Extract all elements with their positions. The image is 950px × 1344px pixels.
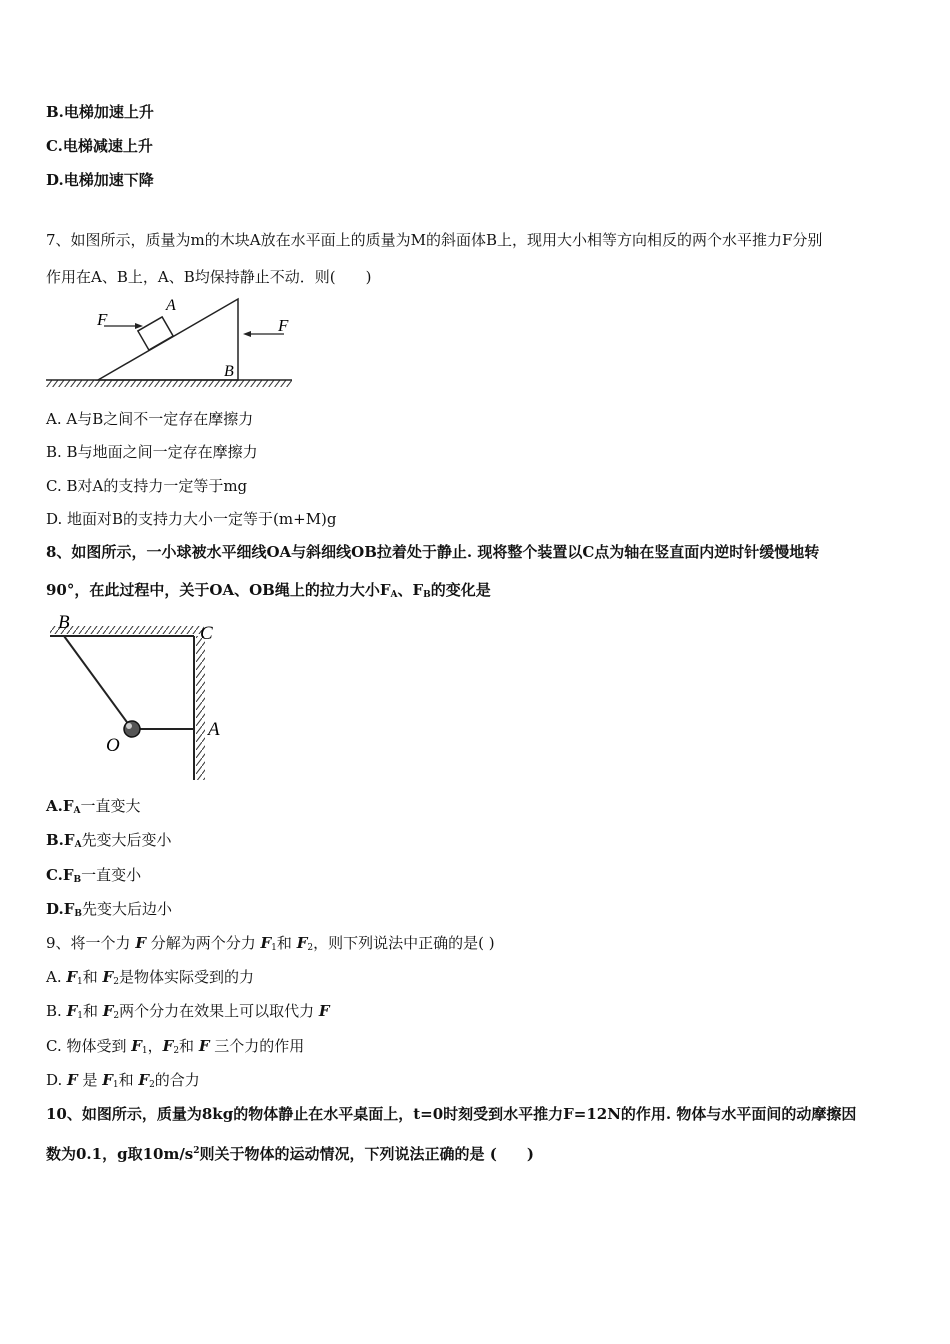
q7-option-d: D. 地面对B的支持力大小一定等于(m+M)g xyxy=(46,510,337,528)
q9-stem-f1: F xyxy=(260,934,272,952)
q9-b-3: 两个分力在效果上可以取代力 xyxy=(119,1002,319,1020)
label-b: B xyxy=(224,363,234,380)
q9-stem xyxy=(46,933,495,958)
q9-d-f1: F xyxy=(102,1071,113,1089)
q8-option-d xyxy=(46,899,172,924)
block-a xyxy=(138,317,173,350)
q9-a-3: 是物体实际受到的力 xyxy=(118,968,254,986)
q8-sub-a: A xyxy=(390,590,398,600)
ceiling-hatch xyxy=(50,626,204,634)
q9-d-3: 和 xyxy=(118,1071,139,1089)
label-b: B xyxy=(58,612,70,633)
q9-c-f: F xyxy=(198,1037,210,1055)
q9-b-1: B. xyxy=(46,1002,67,1020)
q8-stem-line2 xyxy=(46,580,491,605)
q9-b-2: 和 xyxy=(82,1002,103,1020)
q9-b-sub2: 2 xyxy=(113,1011,120,1021)
q9-d-f2: F xyxy=(138,1071,150,1089)
q9-c-4: 三个力的作用 xyxy=(209,1037,305,1055)
q9-c-2: ， xyxy=(147,1037,163,1055)
q9-b-f1: F xyxy=(66,1002,78,1020)
q9-d-f: F xyxy=(67,1071,78,1089)
q9-d-sub1: 1 xyxy=(112,1080,119,1090)
label-c: C xyxy=(200,623,213,644)
q9-c-f2: F xyxy=(162,1037,174,1055)
label-f-right: F xyxy=(278,316,289,335)
q8-stem-tail: 的变化是 xyxy=(430,581,491,599)
q9-b-f2: F xyxy=(102,1002,114,1020)
q8-option-d-sub: B xyxy=(74,909,82,919)
q9-option-d xyxy=(46,1070,200,1095)
q6-option-b: B.电梯加速上升 xyxy=(46,103,154,121)
q9-c-f1: F xyxy=(131,1037,142,1055)
q9-stem-c: 和 xyxy=(276,934,297,952)
q9-a-f2: F xyxy=(102,968,114,986)
label-a: A xyxy=(208,719,220,740)
q7-option-b: B. B与地面之间一定存在摩擦力 xyxy=(46,443,258,461)
q9-c-3: 和 xyxy=(179,1037,199,1055)
q9-stem-b: 分解为两个分力 xyxy=(145,934,261,952)
q9-option-a xyxy=(46,967,254,992)
q8-option-b-sub: A xyxy=(74,840,82,850)
q9-d-1: D. xyxy=(46,1071,68,1089)
q8-option-c-text: 一直变小 xyxy=(81,866,142,884)
q9-d-sub2: 2 xyxy=(149,1080,155,1090)
q9-a-f1: F xyxy=(66,968,78,986)
q10-stem-sup: 2 xyxy=(193,1146,200,1156)
q7-incline-figure xyxy=(40,292,300,394)
q9-d-4: 的合力 xyxy=(154,1071,200,1089)
q8-stem-text: 90°，在此过程中，关于OA、OB绳上的拉力大小F xyxy=(46,581,391,599)
q8-option-a-text: 一直变大 xyxy=(80,797,141,815)
q8-option-c xyxy=(46,865,141,890)
q9-a-1: A. xyxy=(46,968,67,986)
q9-option-c xyxy=(46,1036,304,1061)
q8-option-b-label: B.F xyxy=(46,831,75,849)
q8-option-c-sub: B xyxy=(73,875,82,885)
q8-option-d-text: 先变大后边小 xyxy=(81,900,172,918)
rope-ob xyxy=(64,636,132,729)
q8-option-a-sub: A xyxy=(73,806,81,816)
q8-option-b xyxy=(46,830,172,855)
q9-a-2: 和 xyxy=(82,968,103,986)
ball xyxy=(124,721,140,737)
label-a: A xyxy=(166,297,176,314)
ground-hatch xyxy=(46,380,292,387)
q10-stem-line2-a: 数为0.1，g取10m/s xyxy=(46,1145,194,1163)
q9-c-1: C. 物体受到 xyxy=(46,1037,132,1055)
q8-option-c-label: C.F xyxy=(46,866,74,884)
q9-c-sub2: 2 xyxy=(173,1046,180,1056)
q8-option-a-label: A.F xyxy=(46,797,74,815)
q10-stem-line2 xyxy=(46,1141,534,1164)
q8-option-d-label: D.F xyxy=(46,900,75,918)
q8-option-a xyxy=(46,796,141,821)
q7-stem-line1: 7、如图所示，质量为m的木块A放在水平面上的质量为M的斜面体B上，现用大小相等方向相反的两个水平推力F分别 xyxy=(46,231,823,249)
q10-stem-line2-b: 则关于物体的运动情况，下列说法正确的是 ( ) xyxy=(199,1145,534,1163)
label-o: O xyxy=(106,735,120,756)
q10-stem-line1: 10、如图所示，质量为8kg的物体静止在水平桌面上，t=0时刻受到水平推力F=12N的作用. 物体与水平面间的动摩擦因 xyxy=(46,1105,857,1123)
q9-b-sub1: 1 xyxy=(77,1011,83,1021)
q9-stem-f: F xyxy=(135,934,146,952)
q9-c-sub1: 1 xyxy=(141,1046,148,1056)
q9-d-2: 是 xyxy=(77,1071,103,1089)
q8-sub-b: B xyxy=(423,590,431,600)
q7-option-a: A. A与B之间不一定存在摩擦力 xyxy=(46,410,254,428)
q9-stem-sub2: 2 xyxy=(307,943,314,953)
q9-stem-sub1: 1 xyxy=(271,943,277,953)
wall-hatch xyxy=(196,636,205,780)
q8-option-b-text: 先变大后变小 xyxy=(81,831,172,849)
q8-ball-figure xyxy=(40,606,240,784)
q7-stem-line2: 作用在A、B上，A、B均保持静止不动．则( ) xyxy=(46,268,372,286)
label-f-left: F xyxy=(97,310,108,329)
q8-stem-sep: 、F xyxy=(397,581,424,599)
q9-a-sub1: 1 xyxy=(77,977,83,987)
q9-a-sub2: 2 xyxy=(113,977,119,987)
q9-stem-a: 9、将一个力 xyxy=(46,934,136,952)
q9-b-f: F xyxy=(318,1002,330,1020)
q6-option-d: D.电梯加速下降 xyxy=(46,171,154,189)
q8-stem-line1: 8、如图所示，一小球被水平细线OA与斜细线OB拉着处于静止. 现将整个装置以C点为轴在竖直面内逆时针缓慢地转 xyxy=(46,543,820,561)
q9-option-b xyxy=(46,1001,330,1026)
q7-option-c: C. B对A的支持力一定等于mg xyxy=(46,477,248,495)
q9-stem-f2: F xyxy=(296,934,308,952)
q9-stem-d: ，则下列说法中正确的是( ) xyxy=(313,934,495,952)
q6-option-c: C.电梯减速上升 xyxy=(46,137,153,155)
